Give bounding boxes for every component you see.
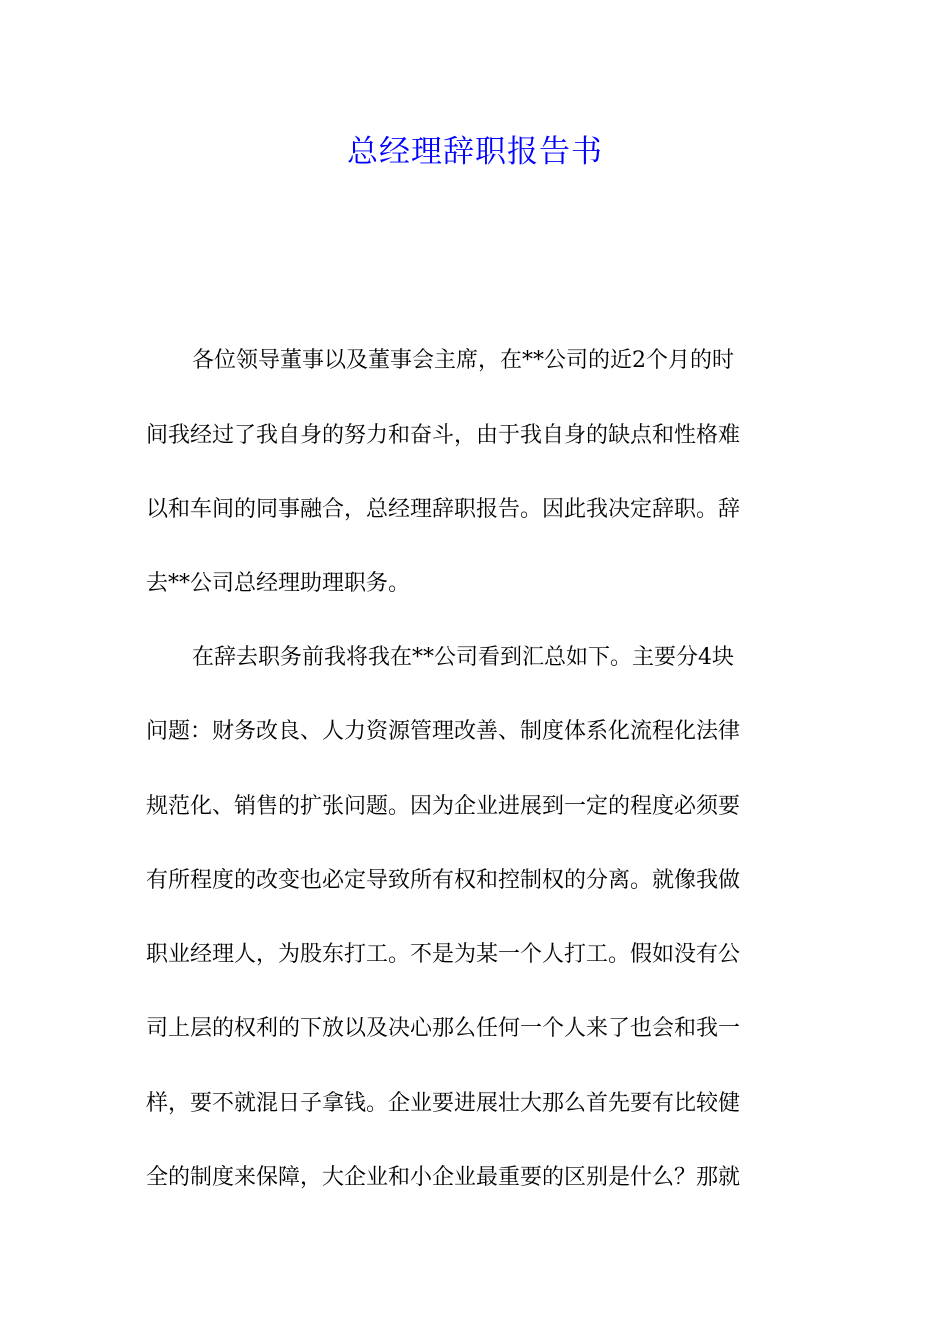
paragraph-line: 全的制度来保障，大企业和小企业最重要的区别是什么？那就 [146, 1165, 741, 1190]
paragraph-line: 问题：财务改良、人力资源管理改善、制度体系化流程化法律 [146, 719, 741, 744]
paragraph-line: 在辞去职务前我将我在**公司看到汇总如下。主要分4块 [192, 645, 734, 670]
paragraph-line: 司上层的权利的下放以及决心那么任何一个人来了也会和我一 [146, 1016, 741, 1041]
paragraph-line: 职业经理人，为股东打工。不是为某一个人打工。假如没有公 [146, 942, 741, 967]
document-title: 总经理辞职报告书 [347, 134, 603, 170]
paragraph-line: 样，要不就混日子拿钱。企业要进展壮大那么首先要有比较健 [146, 1091, 741, 1116]
paragraph-line: 去**公司总经理助理职务。 [146, 571, 411, 596]
paragraph-line: 规范化、销售的扩张问题。因为企业进展到一定的程度必须要 [146, 794, 741, 819]
paragraph-line: 各位领导董事以及董事会主席，在**公司的近2个月的时 [192, 348, 734, 373]
paragraph-line: 有所程度的改变也必定导致所有权和控制权的分离。就像我做 [146, 868, 741, 893]
paragraph-line: 以和车间的同事融合，总经理辞职报告。因此我决定辞职。辞 [146, 497, 741, 522]
paragraph-line: 间我经过了我自身的努力和奋斗，由于我自身的缺点和性格难 [146, 423, 741, 448]
